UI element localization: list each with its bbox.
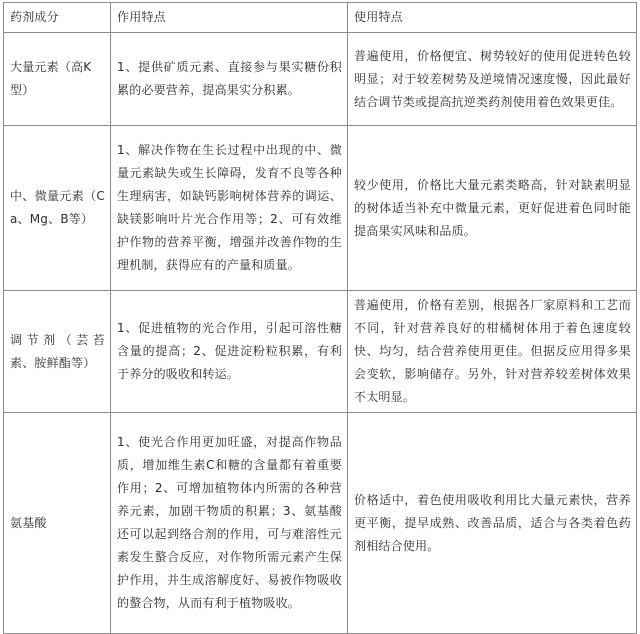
effect-cell: 1、促进植物的光合作用，引起可溶性糖含量的提高；2、促进淀粉粒积累，有利于养分的吸收和转运。 — [111, 291, 348, 413]
table-row — [4, 291, 637, 413]
table-row — [4, 126, 637, 291]
ingredient-cell: 大量元素（高K型） — [4, 33, 111, 126]
comparison-table — [3, 2, 637, 634]
usage-cell: 较少使用，价格比大量元素类略高，针对缺素明显的树体适当补充中微量元素，更好促进着色同时能提高果实风味和品质。 — [348, 126, 637, 291]
header-effect: 作用特点 — [111, 3, 348, 33]
usage-cell: 普遍使用，价格有差别，根据各厂家原料和工艺而不同，针对营养良好的柑橘树体用于着色速度较快、均匀，结合营养使用更佳。但据反应用得多果会变软，影响储存。另外，针对营养较差树体效果不太明显。 — [348, 291, 637, 413]
usage-cell: 普遍使用，价格便宜、树势较好的使用促进转色较明显；对于较差树势及逆境情况速度慢，因此最好结合调节类或提高抗逆类药剂使用着色效果更佳。 — [348, 33, 637, 126]
table-row — [4, 33, 637, 126]
ingredient-cell: 中、微量元素（Ca、Mg、B等） — [4, 126, 111, 291]
table-header-row — [4, 3, 637, 33]
header-usage: 使用特点 — [348, 3, 637, 33]
ingredient-cell: 调节剂（芸苔素、胺鲜酯等） — [4, 291, 111, 413]
header-ingredient: 药剂成分 — [4, 3, 111, 33]
usage-cell: 价格适中，着色使用吸收利用比大量元素快，营养更平衡，提早成熟、改善品质，适合与各类着色药剂相结合使用。 — [348, 413, 637, 634]
effect-cell: 1、提供矿质元素、直接参与果实糖份积累的必要营养，提高果实分积累。 — [111, 33, 348, 126]
table-row — [4, 413, 637, 634]
effect-cell: 1、使光合作用更加旺盛，对提高作物品质，增加维生素C和糖的含量都有着重要作用；2、可增加植物体内所需的各种营养元素，加剧干物质的积累；3、氨基酸还可以起到络合剂的作用，可与难溶性元素发生螯合反应，对作物所需元素产生保护作用，并生成溶解度好、易被作物吸收的螯合物，从而有利于植物吸收。 — [111, 413, 348, 634]
effect-cell: 1、解决作物在生长过程中出现的中、微量元素缺失或生长障碍，发育不良等各种生理病害，如缺钙影响树体营养的调运、缺镁影响叶片光合作用等；2、可有效维护作物的营养平衡，增强并改善作物的生理机制，获得应有的产量和质量。 — [111, 126, 348, 291]
ingredient-cell: 氨基酸 — [4, 413, 111, 634]
